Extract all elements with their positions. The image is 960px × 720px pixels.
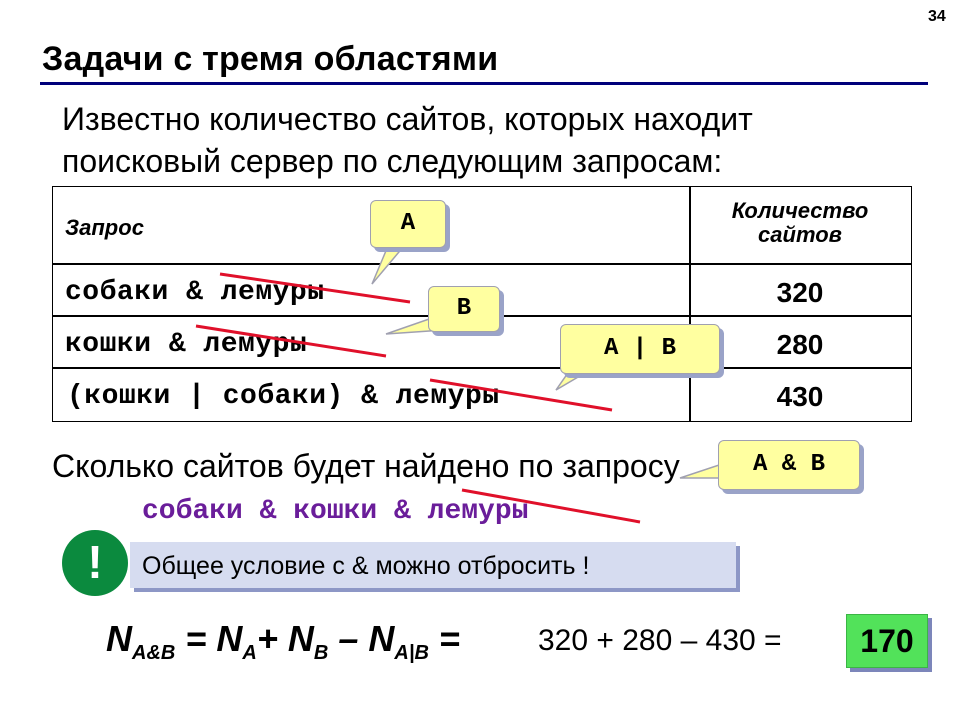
formula-n: N — [287, 618, 314, 659]
strike-line-1 — [220, 274, 410, 302]
callout-a: A — [370, 200, 446, 248]
formula-equals: = — [185, 618, 207, 659]
formula-equals: = — [438, 618, 460, 659]
formula-minus: – — [338, 618, 359, 659]
formula-sub-b: B — [313, 642, 329, 664]
formula-n: N — [368, 618, 395, 659]
formula-sub-ab: A&B — [132, 642, 176, 664]
table-row-query: кошки & лемуры — [65, 329, 308, 360]
combined-query: собаки & кошки & лемуры — [142, 496, 529, 527]
formula — [106, 618, 460, 665]
note-text: Общее условие с & можно отбросить ! — [142, 552, 590, 580]
callout-a-or-b: A | B — [560, 324, 720, 374]
intro-line-2: поисковый сервер по следующим запросам: — [62, 143, 723, 179]
slide-title: Задачи с тремя областями — [42, 40, 499, 78]
table-row-query: (кошки | собаки) & лемуры — [67, 381, 500, 412]
callout-pointer-a — [372, 246, 404, 284]
strike-line-2 — [196, 326, 386, 356]
table-row-query: собаки & лемуры — [65, 277, 325, 308]
intro-line-1: Известно количество сайтов, которых находит — [62, 101, 753, 137]
formula-n: N — [216, 618, 243, 659]
formula-n: N — [106, 618, 132, 659]
strike-line-4 — [462, 490, 640, 522]
formula-sub-a: A — [242, 642, 257, 664]
question-text: Сколько сайтов будет найдено по запросу — [52, 448, 680, 484]
exclamation-icon: ! — [62, 530, 128, 596]
table-row-count: 430 — [776, 381, 824, 412]
header-query: Запрос — [65, 215, 144, 240]
strike-line-3 — [430, 380, 612, 410]
callout-b: B — [428, 286, 500, 332]
table-row-count: 280 — [776, 329, 824, 360]
result-badge: 170 — [846, 614, 928, 668]
table-row-count: 320 — [776, 277, 824, 308]
callout-a-and-b: A & B — [718, 440, 860, 490]
formula-plus: + — [256, 618, 278, 659]
header-count-line-1: Количество — [731, 198, 869, 223]
header-count-line-2: сайтов — [758, 222, 842, 247]
formula-arithmetic: 320 + 280 – 430 = — [538, 624, 782, 657]
formula-sub-a-or-b: A|B — [394, 642, 429, 664]
slide-number: 34 — [928, 8, 946, 25]
